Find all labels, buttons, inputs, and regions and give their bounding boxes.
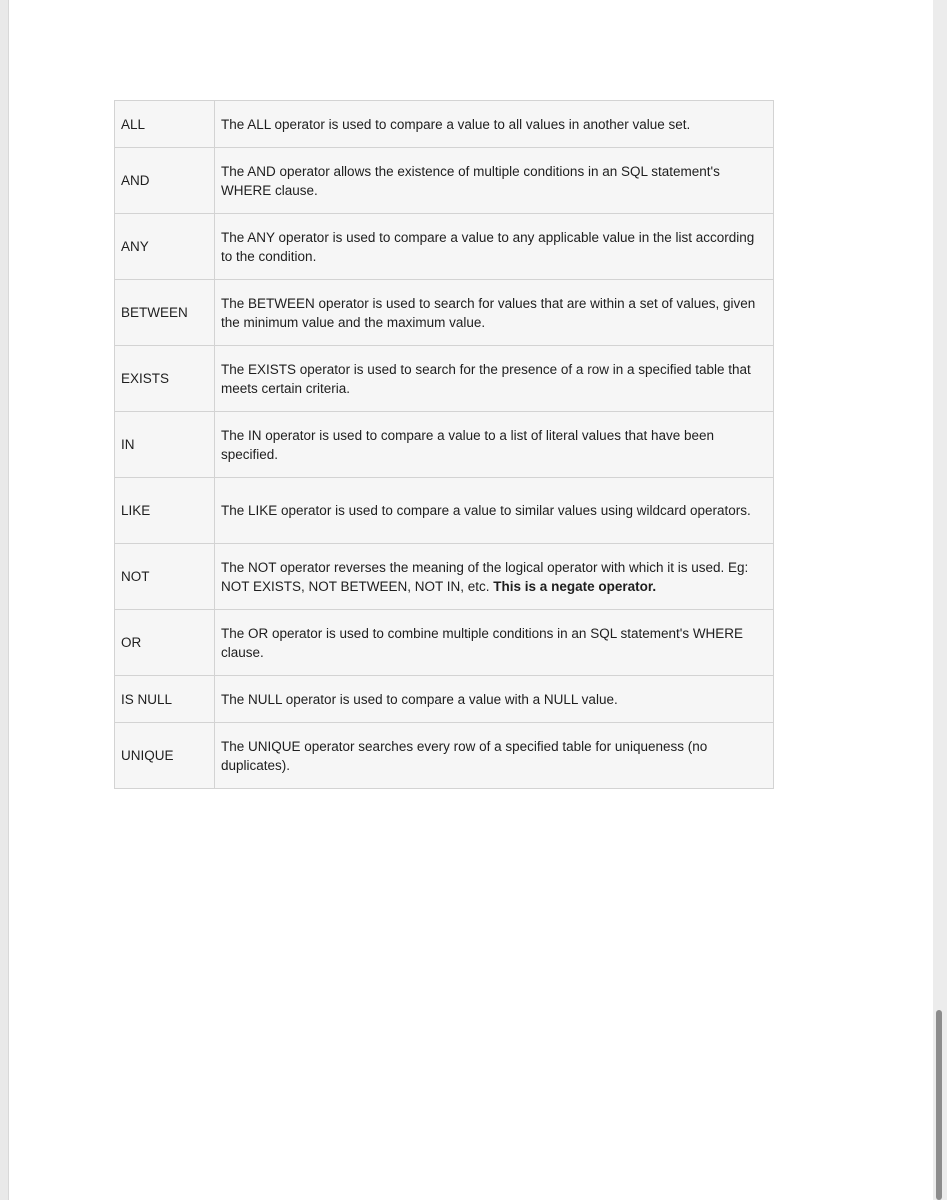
operator-description: The UNIQUE operator searches every row of a specified table for uniqueness (no duplicates).	[215, 723, 774, 789]
operator-description: The AND operator allows the existence of multiple conditions in an SQL statement's WHERE clause.	[215, 148, 774, 214]
table-row	[115, 412, 774, 478]
operator-name: ALL	[115, 101, 215, 148]
operator-name: ANY	[115, 214, 215, 280]
table-row	[115, 101, 774, 148]
operator-description: The IN operator is used to compare a value to a list of literal values that have been specified.	[215, 412, 774, 478]
operator-name: NOT	[115, 544, 215, 610]
table-row	[115, 214, 774, 280]
table-row	[115, 478, 774, 544]
operator-description: The EXISTS operator is used to search for the presence of a row in a specified table that meets certain criteria.	[215, 346, 774, 412]
table-row	[115, 676, 774, 723]
operator-description: The NOT operator reverses the meaning of the logical operator with which it is used. Eg: NOT EXISTS, NOT BETWEEN, NOT IN, etc. This is a negate operator.	[215, 544, 774, 610]
operator-name: IN	[115, 412, 215, 478]
operator-name: UNIQUE	[115, 723, 215, 789]
table-row	[115, 280, 774, 346]
table-row	[115, 148, 774, 214]
vertical-scrollbar[interactable]	[933, 0, 947, 1200]
operator-name: OR	[115, 610, 215, 676]
operator-name: LIKE	[115, 478, 215, 544]
operator-name: EXISTS	[115, 346, 215, 412]
table-row	[115, 346, 774, 412]
operator-name: BETWEEN	[115, 280, 215, 346]
table-row	[115, 544, 774, 610]
scrollbar-thumb[interactable]	[936, 1010, 942, 1200]
table-row	[115, 723, 774, 789]
operator-description: The BETWEEN operator is used to search for values that are within a set of values, given the minimum value and the maximum value.	[215, 280, 774, 346]
operator-description: The NULL operator is used to compare a value with a NULL value.	[215, 676, 774, 723]
operator-description: The ANY operator is used to compare a value to any applicable value in the list according to the condition.	[215, 214, 774, 280]
table-row	[115, 610, 774, 676]
sql-operators-table	[114, 100, 774, 789]
operator-name: IS NULL	[115, 676, 215, 723]
operator-description: The OR operator is used to combine multiple conditions in an SQL statement's WHERE clause.	[215, 610, 774, 676]
operator-description: The ALL operator is used to compare a value to all values in another value set.	[215, 101, 774, 148]
negate-emphasis: This is a negate operator.	[493, 578, 657, 594]
operator-description: The LIKE operator is used to compare a value to similar values using wildcard operators.	[215, 478, 774, 544]
operator-name: AND	[115, 148, 215, 214]
document-page	[8, 0, 935, 1200]
